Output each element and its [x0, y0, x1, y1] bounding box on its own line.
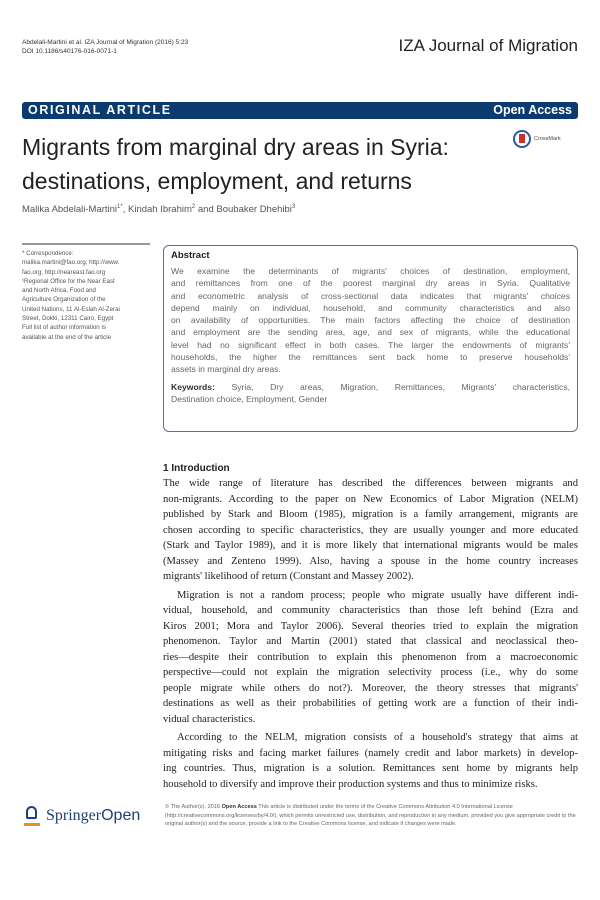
- springer-open-logo: SpringerOpen: [24, 806, 140, 826]
- doi-link[interactable]: DOI 10.1186/s40176-016-0071-1: [22, 48, 117, 55]
- text-line: (Massey and Zenteno 1999). Also, having a spouse in the home country increases: [163, 555, 578, 567]
- keywords-line: Keywords: Syria, Dry areas, Migration, Remittances, Migrants' characteristics,: [171, 381, 571, 392]
- text-line: The wide range of literature has described the differences between migrants and: [163, 478, 578, 489]
- section-heading: 1 Introduction: [163, 463, 230, 474]
- text-line: mitigating risks and facing market failures (namely credit and labor markets) in develop-: [163, 747, 578, 759]
- abstract-line: level had no significant effect in both cases. The larger the endowments of migrants': [171, 339, 570, 350]
- article-type-banner: [22, 102, 578, 119]
- text-line: chosen according to specific characteristics, they are usually younger and more educated: [163, 524, 578, 536]
- abstract-heading: Abstract: [171, 250, 210, 261]
- correspondence-line: Full list of author information is: [22, 324, 106, 332]
- correspondence-line: available at the end of the article: [22, 333, 112, 341]
- text-line: (Stark and Taylor 1989), and it is more likely that international migrants would be males: [163, 540, 578, 551]
- abstract-line: and employment are the sending area, age, and sex of migrants, while the educational: [171, 327, 570, 338]
- title-line: destinations, employment, and returns: [22, 168, 412, 194]
- text-line: vidual characteristics.: [163, 713, 256, 725]
- text-line: According to the NELM, migration consists of a household's strategy that aims at: [177, 732, 578, 743]
- correspondence-line: and North Africa, Food and: [22, 287, 96, 295]
- correspondence-line: United Nations, 11 Al-Eslah Al-Zerai: [22, 305, 120, 313]
- text-line: vidual, household, and community characteristics than those left behind (Ezra and: [163, 605, 578, 616]
- paragraph: [163, 476, 578, 585]
- abstract-box: [163, 245, 578, 432]
- abstract-line: on availability of opportunities. The main factors affecting the choice of destination: [171, 315, 570, 326]
- crossmark-button[interactable]: [513, 130, 561, 148]
- text-line: Kiros 2001; Mora and Taylor 2006). Several theories tried to explain the migration: [163, 620, 578, 632]
- text-line: phenomenon. Taylor and Martin (2001) stated that classical and neoclassical theo-: [163, 636, 578, 647]
- open-access-label: Open Access: [493, 103, 572, 117]
- text-line: ing countries. Thus, migration is a solution. Remittances sent home by migrants help: [163, 763, 578, 774]
- abstract-line: We examine the determinants of migrants' choices of destination, employment,: [171, 266, 570, 276]
- text-line: people migrate while others do not?). Moreover, the theory stresses that migrants': [163, 682, 578, 694]
- author-list: Malika Abdelali-Martini$^{1*}$, Kindah Ibrahim$^2$ and Boubaker Dhehibi$^3$: [22, 204, 296, 216]
- abstract-line: assets in marginal dry areas.: [171, 364, 281, 375]
- correspondence-line: ¹Regional Office for the Near East: [22, 277, 115, 285]
- text-line: ries—despite their contribution to explain this phenomenon from a macroeconomic: [163, 651, 578, 663]
- author[interactable]: Boubaker Dhehibi$^3$: [216, 204, 296, 216]
- citation: Abdelali-Martini et al. IZA Journal of Migration (2016) 5:23: [22, 39, 189, 46]
- text-line: perspective—could not explain the migration selectivity process (i.e., why do some: [163, 667, 578, 678]
- title-line: Migrants from marginal dry areas in Syria:: [22, 134, 449, 160]
- crossmark-icon: [513, 130, 531, 148]
- text-line: destinations as well as their probabilities of getting work are a function of their indi-: [163, 698, 578, 709]
- author[interactable]: Malika Abdelali-Martini$^{1*}$: [22, 204, 123, 216]
- springer-horse-icon: [24, 806, 40, 826]
- correspondence-line: Street, Dokki, 12311 Cairo, Egypt: [22, 315, 114, 323]
- keywords-line: Destination choice, Employment, Gender: [171, 393, 328, 404]
- abstract-line: and remittances from one of the poorest marginal dry areas in Syria. Qualitative: [171, 278, 570, 289]
- correspondence-line: Agriculture Organization of the: [22, 296, 106, 304]
- article-type: ORIGINAL ARTICLE: [28, 103, 172, 117]
- text-line: published by Stark and Bloom (1985), migration is a family arrangement, migrants are: [163, 509, 578, 520]
- keywords: [171, 381, 570, 406]
- abstract-line: depend mainly on individual, household, and community characteristics and also: [171, 302, 570, 313]
- text-line: non-migrants. According to the paper on New Economics of Labor Migration (NELM): [163, 493, 578, 505]
- article-title: [22, 130, 502, 198]
- citation-header: [22, 38, 188, 56]
- correspondence-line: * Correspondence:: [22, 250, 74, 257]
- correspondence-line: fao.org; http://neareast.fao.org: [22, 268, 106, 276]
- text-line: Migration is not a random process; people who migrate usually have different indi-: [177, 589, 578, 601]
- correspondence-note: [22, 243, 150, 342]
- introduction-section: [163, 462, 578, 795]
- text-line: household to diversify and improve their production systems and thus to minimize risks.: [163, 778, 538, 790]
- crossmark-label: CrossMark: [534, 136, 561, 142]
- text-line: migrants' likelihood of return (Constant and Massey 2002).: [163, 571, 414, 582]
- abstract-line: and econometric analysis of cross-sectional data indicates that migrants' choices: [171, 290, 570, 301]
- paragraph: [163, 588, 578, 728]
- author[interactable]: Kindah Ibrahim$^2$: [128, 204, 196, 216]
- correspondence-line: malika.martini@fao.org; http://www.: [22, 259, 120, 267]
- license-note: © The Author(s). 2016 Open Access This article is distributed under the terms of the Creative Commons Attribution 4.0 International License (http://creativecommons.org/licenses/by/4.0/), which permits unrestricted use, distribution, and reproduction in any medium, provided you give appropriate credit to the original author(s) and the source, provide a link to the Creative Commons license, and indicate if changes were made.: [165, 804, 576, 827]
- paragraph: [163, 730, 578, 792]
- abstract-line: households, the higher the remittances sent back home to preserve households': [171, 352, 570, 363]
- journal-name: IZA Journal of Migration: [398, 36, 578, 55]
